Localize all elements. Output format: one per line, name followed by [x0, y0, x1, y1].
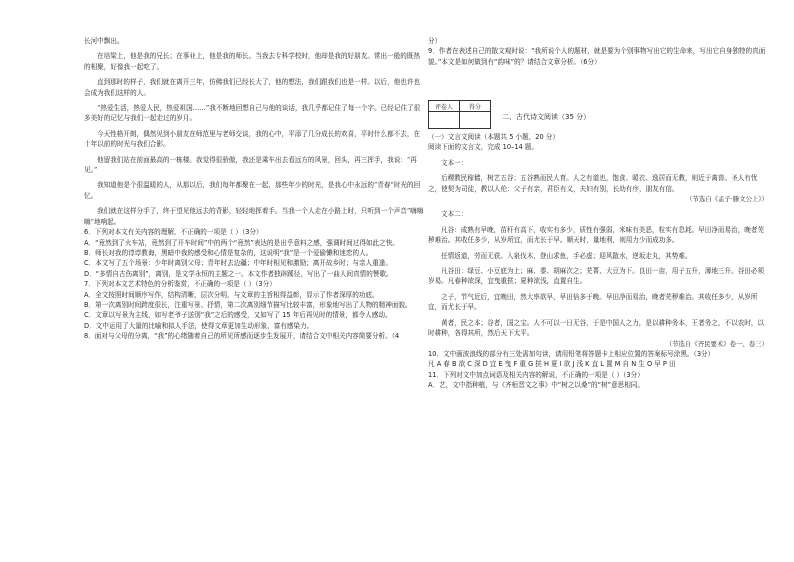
- right-body_lines-line: （节选自《孟子·滕文公上》）: [686, 195, 768, 204]
- right-body_lines-line: 任情返道，劳而无获。入泉伐木，登山求鱼，手必虚；迎风散水，逆坂走丸，其势难。: [441, 251, 692, 260]
- right-body-block: [428, 132, 768, 391]
- left-lines-line: C．本文写了五个场景：少年时离别父母；青年时去边疆；中年时相见和激励；离开故乡时；与亲人重逢。: [84, 259, 392, 268]
- left-lines-line: 直到那时的样子，我们就在离开三年，仿佛我们已经长大了，他的想法，我们跟我们也是一样。以后，他也许也会成为我们这样的人。: [84, 78, 421, 97]
- left-lines-line: 今天性格开朗，偶然见到小朋友在师范里与老师交谈，我的心中，平添了几分成长的欢喜，平时什么都不去，在十年以前的时光与我们合影。: [84, 129, 421, 149]
- score-table-score-header: 得分: [460, 101, 491, 112]
- left-lines-line: 我知道他是个很温暖的人，从那以后，我们每年都聚在一起，那些年少的时光，是我心中永远的“青春”时光的回忆。: [84, 181, 421, 200]
- score-table-score-cell: [460, 112, 491, 129]
- right-body_lines-line: 10．文中画波浪线的部分有三处需加句读，请用铅笔将答题卡上相应位置的答案标号涂黑。（3分）: [428, 349, 715, 358]
- right-body_lines-line: 凡谷：成熟有早晚，苗秆有高下，收实有多少，质性有强弱，米味有美恶，粒实有息耗。早田净而易治，晚者芜秽难治。其收任多少，从岁所宜，而尤长于早。顺天时，量地利，则用力少而成功多。: [428, 225, 765, 245]
- score-table: [428, 100, 491, 129]
- left-lines-line: 8．面对与父母的分离，“我”的心绪随着自己的所见所感而逐步生发展开，请结合文中相关内容简要分析。（4: [84, 332, 400, 341]
- score-table-grader-header: 评卷人: [429, 101, 460, 112]
- right-body_lines-line: 文本一：: [441, 158, 468, 167]
- right-top_lines-line: 9．作者在表述自己的散文观时说：“我所说个人的题材，就是要为个别事物写出它的生命来，写出它自身独特的真面貌。”本文是如何做到有“韵味”的？请结合文章分析。（6分）: [428, 47, 766, 66]
- left-lines-line: 6．下列对本文有关内容的理解，不正确的一项是（ ）（3分）: [84, 228, 263, 237]
- right-body_lines-line: 凡谷田：绿豆、小豆底为上；麻、黍、胡麻次之；芜菁、大豆为下。良田一亩，用子五升，薄地三升。谷田必须岁易。凡春种欲深，宜曳重挞；夏种欲浅，直置自生。: [428, 267, 765, 286]
- right-top-block: [428, 36, 768, 67]
- left-lines-line: 7．下列对本文艺术特色的分析鉴赏，不正确的一项是（ ）（3分）: [84, 280, 276, 289]
- right-top_lines-line: 分）: [428, 37, 442, 45]
- right-column: [428, 36, 768, 556]
- left-lines-line: D．文中运用了大量的比喻和拟人手法，使得文章更加生动形象，富有感染力。: [84, 321, 314, 330]
- left-lines-line: 长河中飘出。: [84, 37, 124, 45]
- left-lines-line: A．“竟然到了火车站，竟然到了开车时间”中的两个“竟然”表达的是出乎意料之感，强调时间过得如此之快。: [84, 238, 399, 247]
- right-body_lines-line: 后稷教民稼穑，树艺五谷；五谷熟而民人育。人之有道也，饱食、暖衣、逸居而无教，则近于禽兽。圣人有忧之，使契为司徒，教以人伦：父子有亲，君臣有义，夫妇有别，长幼有序，朋友有信。: [428, 174, 758, 193]
- left-lines-line: 在培梁上，他是我的兄长；在事业上，他是我的师长。当我去专科学校时，他却是我的好朋友。常出一般的既热的相聚，好像我一起吃了。: [84, 52, 421, 71]
- left-lines-line: D．“多情自古伤离别”，离别，是文学永恒的主题之一。本文作者独辟蹊径，写出了一曲人间真情的赞歌。: [84, 269, 393, 278]
- left-column: [84, 36, 424, 342]
- left-lines-line: 我们就在这样分手了，终于望见他远去的背影，轻轻地挥着手。当我一个人走在小路上时，只听到一个声音“嗨嗨嗨”地响起。: [84, 207, 424, 226]
- left-lines-line: C．文章以写景为主线，如写老爷子送别“我”之后的感受，又如写了 15 年后再见时的情景，都令人感动。: [84, 311, 392, 320]
- score-table-grader-cell: [429, 112, 460, 129]
- right-body_lines-line: 文本二：: [441, 210, 468, 219]
- right-body_lines-line: 黄者，民之本；谷者，国之宝。人不可以一日无谷，于是中国人之力，是以耕种务本，王者务之，不以农时，以时耕种，各得其所，然后天下太平。: [428, 318, 765, 338]
- left-lines-line: 他留我们站在前面最高的一栋楼。我觉得很骄傲，我还是乘车出去看远方的风景，回头，再三挥手，我说：“再见。”: [84, 155, 417, 175]
- right-body_lines-line: （节选自《齐民要术》卷一、卷三）: [665, 339, 768, 348]
- right-body_lines-line: 11．下列对文中加点词语及相关内容的解说，不正确的一项是（ ）（3分）: [428, 370, 644, 379]
- right-body_lines-line: 之子，节气近后，宜晚田，然大率欲早，早田倍多于晚。早田净而易治，晚者芜秽难治。其收任多少，从岁所宜，而尤长于早。: [428, 292, 758, 312]
- left-lines-line: “热爱生活，热爱人民，热爱祖国……”我不断地回想自己与他的谈话，我几乎都记住了每一个字。已经记住了很多美好的记忆与我们一起走过的岁月。: [84, 104, 421, 123]
- right-body_lines-line: A．艺，文中指种植，与《齐桓晋文之事》中“树之以桑”的“树”意思相同。: [428, 381, 644, 390]
- right-body_lines-line: 阅读下面的文言文，完成 10–14 题。: [428, 143, 538, 152]
- section-title: 二、古代诗文阅读（35 分）: [502, 113, 591, 121]
- left-lines-line: A．全文按照时间顺序写作，结构清晰，层次分明，与文章的主旨相得益彰，显示了作者深厚的功底。: [84, 290, 379, 299]
- right-body_lines-line: 凡 A 春 B 欲 C 深 D 宜 E 曳 F 重 G 挞 H 夏 I 欲 J 浅 K 直 L 置 M 自 N 生 O 早 P 田: [428, 360, 676, 369]
- left-lines-line: B．第一次离别时间跨度很长，注重写景、抒情，第二次离别细节描写比较丰富，形象地写出了人物的精神面貌。: [84, 300, 412, 309]
- left-lines-line: B．师长对我的谆谆教诲，黑暗中我的感受和心情是复杂的，这说明“我”是一个爱偷懒和迷恋的人。: [84, 248, 373, 257]
- right-body_lines-line: （一）文言文阅读（本题共 5 小题，20 分）: [428, 133, 559, 141]
